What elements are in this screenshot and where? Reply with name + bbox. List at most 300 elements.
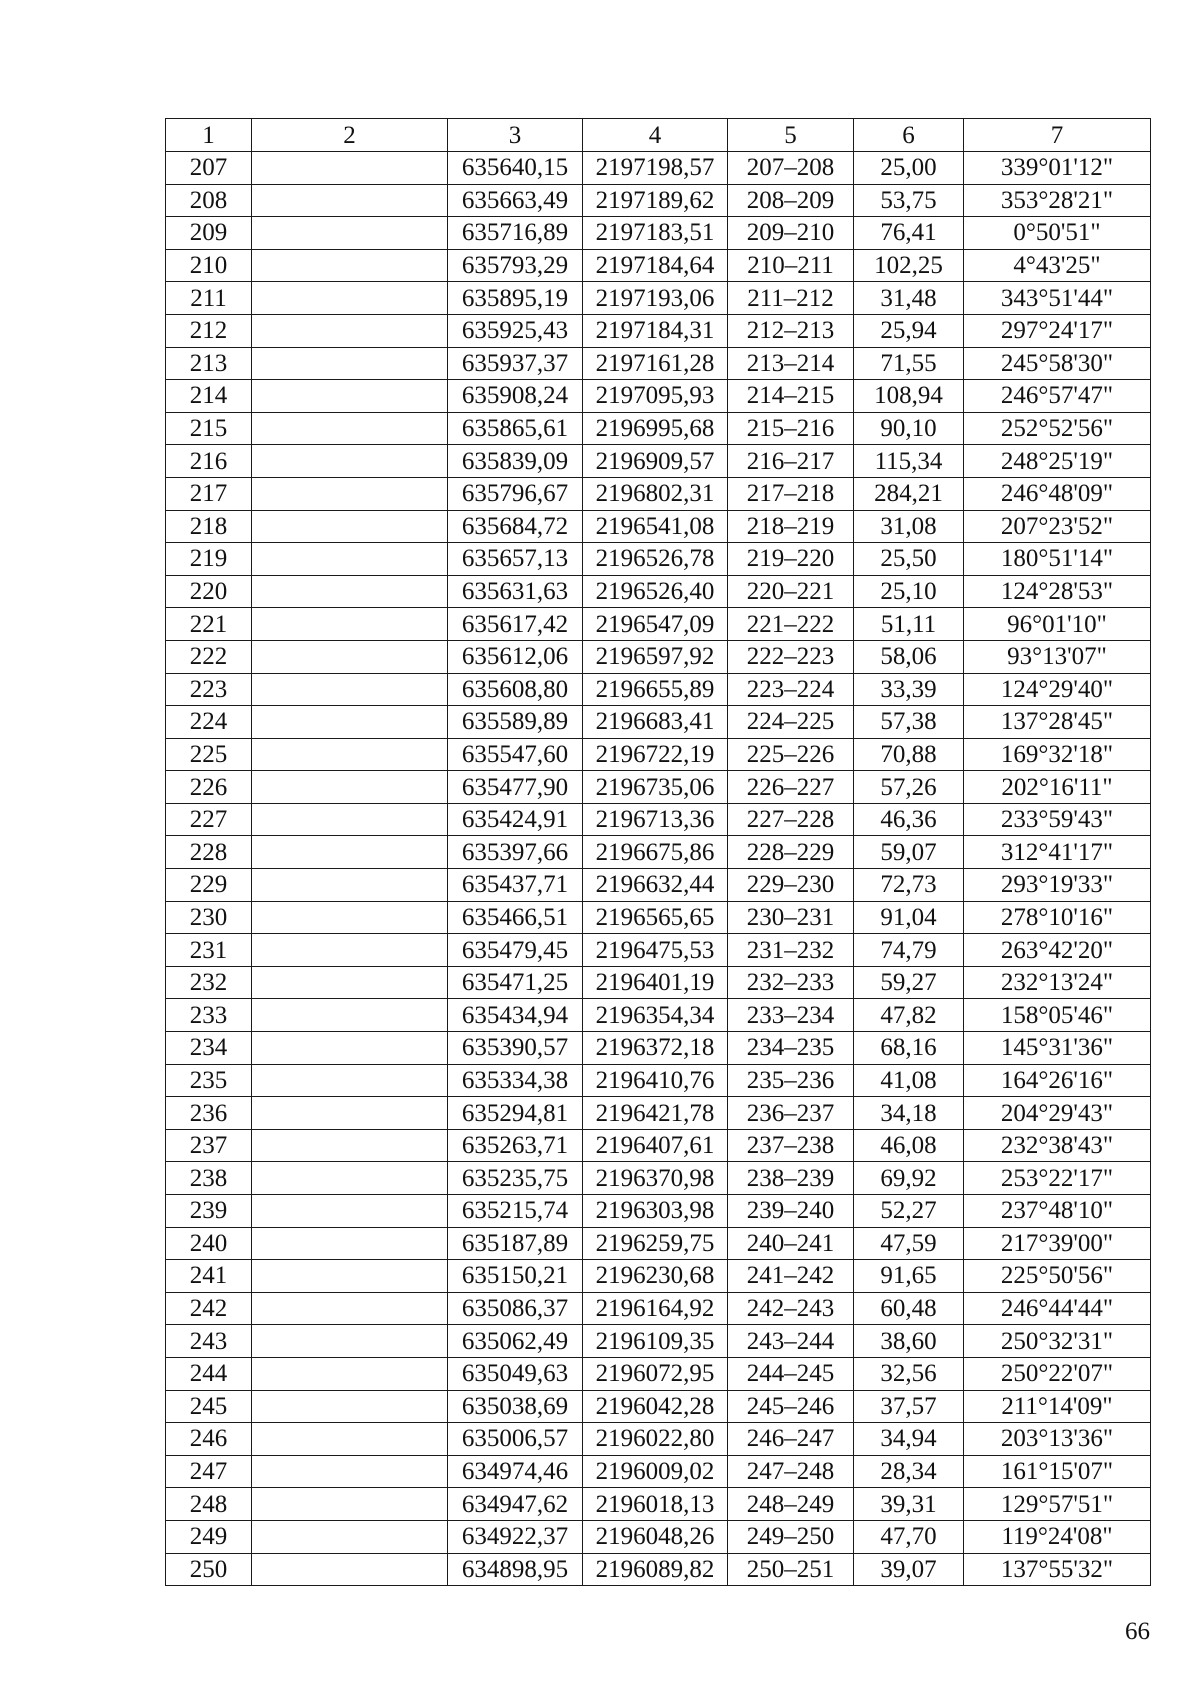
y-coordinate-cell: 2196802,31 — [583, 477, 728, 510]
table-row — [166, 869, 1151, 902]
table-row — [166, 1064, 1151, 1097]
length-cell: 46,36 — [854, 803, 964, 836]
x-coordinate-cell: 635589,89 — [448, 706, 583, 739]
length-cell: 72,73 — [854, 869, 964, 902]
length-cell: 51,11 — [854, 608, 964, 641]
bearing-cell: 164°26'16" — [964, 1064, 1151, 1097]
bearing-cell: 232°13'24" — [964, 966, 1151, 999]
bearing-cell: 237°48'10" — [964, 1195, 1151, 1228]
empty-cell — [252, 673, 448, 706]
x-coordinate-cell: 635062,49 — [448, 1325, 583, 1358]
y-coordinate-cell: 2196722,19 — [583, 738, 728, 771]
point-number-cell: 249 — [166, 1520, 252, 1553]
segment-cell: 218–219 — [728, 510, 854, 543]
segment-cell: 227–228 — [728, 803, 854, 836]
empty-cell — [252, 869, 448, 902]
y-coordinate-cell: 2196475,53 — [583, 934, 728, 967]
empty-cell — [252, 1032, 448, 1065]
y-coordinate-cell: 2196022,80 — [583, 1423, 728, 1456]
point-number-cell: 237 — [166, 1129, 252, 1162]
segment-cell: 232–233 — [728, 966, 854, 999]
y-coordinate-cell: 2196018,13 — [583, 1488, 728, 1521]
column-header: 3 — [448, 119, 583, 152]
column-header: 7 — [964, 119, 1151, 152]
length-cell: 25,10 — [854, 575, 964, 608]
bearing-cell: 278°10'16" — [964, 901, 1151, 934]
point-number-cell: 219 — [166, 543, 252, 576]
x-coordinate-cell: 635471,25 — [448, 966, 583, 999]
length-cell: 57,38 — [854, 706, 964, 739]
point-number-cell: 234 — [166, 1032, 252, 1065]
bearing-cell: 252°52'56" — [964, 412, 1151, 445]
y-coordinate-cell: 2196675,86 — [583, 836, 728, 869]
empty-cell — [252, 1129, 448, 1162]
x-coordinate-cell: 635865,61 — [448, 412, 583, 445]
segment-cell: 230–231 — [728, 901, 854, 934]
table-row — [166, 803, 1151, 836]
x-coordinate-cell: 635640,15 — [448, 152, 583, 185]
segment-cell: 243–244 — [728, 1325, 854, 1358]
y-coordinate-cell: 2197184,64 — [583, 249, 728, 282]
point-number-cell: 224 — [166, 706, 252, 739]
table-row — [166, 1325, 1151, 1358]
bearing-cell: 169°32'18" — [964, 738, 1151, 771]
column-header: 1 — [166, 119, 252, 152]
point-number-cell: 225 — [166, 738, 252, 771]
point-number-cell: 227 — [166, 803, 252, 836]
x-coordinate-cell: 635397,66 — [448, 836, 583, 869]
point-number-cell: 245 — [166, 1390, 252, 1423]
table-row — [166, 314, 1151, 347]
segment-cell: 213–214 — [728, 347, 854, 380]
y-coordinate-cell: 2196042,28 — [583, 1390, 728, 1423]
y-coordinate-cell: 2196909,57 — [583, 445, 728, 478]
length-cell: 71,55 — [854, 347, 964, 380]
point-number-cell: 247 — [166, 1455, 252, 1488]
bearing-cell: 124°29'40" — [964, 673, 1151, 706]
bearing-cell: 343°51'44" — [964, 282, 1151, 315]
empty-cell — [252, 184, 448, 217]
x-coordinate-cell: 635434,94 — [448, 999, 583, 1032]
point-number-cell: 233 — [166, 999, 252, 1032]
x-coordinate-cell: 635657,13 — [448, 543, 583, 576]
bearing-cell: 246°57'47" — [964, 380, 1151, 413]
empty-cell — [252, 1390, 448, 1423]
y-coordinate-cell: 2196072,95 — [583, 1357, 728, 1390]
bearing-cell: 96°01'10" — [964, 608, 1151, 641]
table-row — [166, 999, 1151, 1032]
table-row — [166, 412, 1151, 445]
point-number-cell: 242 — [166, 1292, 252, 1325]
segment-cell: 248–249 — [728, 1488, 854, 1521]
length-cell: 58,06 — [854, 640, 964, 673]
length-cell: 76,41 — [854, 217, 964, 250]
y-coordinate-cell: 2196632,44 — [583, 869, 728, 902]
segment-cell: 234–235 — [728, 1032, 854, 1065]
segment-cell: 242–243 — [728, 1292, 854, 1325]
bearing-cell: 293°19'33" — [964, 869, 1151, 902]
bearing-cell: 0°50'51" — [964, 217, 1151, 250]
bearing-cell: 297°24'17" — [964, 314, 1151, 347]
empty-cell — [252, 999, 448, 1032]
coordinates-table — [165, 118, 1151, 1586]
point-number-cell: 218 — [166, 510, 252, 543]
bearing-cell: 225°50'56" — [964, 1260, 1151, 1293]
segment-cell: 222–223 — [728, 640, 854, 673]
bearing-cell: 124°28'53" — [964, 575, 1151, 608]
bearing-cell: 233°59'43" — [964, 803, 1151, 836]
x-coordinate-cell: 635086,37 — [448, 1292, 583, 1325]
segment-cell: 229–230 — [728, 869, 854, 902]
x-coordinate-cell: 635617,42 — [448, 608, 583, 641]
length-cell: 69,92 — [854, 1162, 964, 1195]
x-coordinate-cell: 635235,75 — [448, 1162, 583, 1195]
empty-cell — [252, 445, 448, 478]
length-cell: 41,08 — [854, 1064, 964, 1097]
bearing-cell: 353°28'21" — [964, 184, 1151, 217]
column-header: 4 — [583, 119, 728, 152]
table-row — [166, 184, 1151, 217]
x-coordinate-cell: 635294,81 — [448, 1097, 583, 1130]
point-number-cell: 221 — [166, 608, 252, 641]
table-row — [166, 706, 1151, 739]
point-number-cell: 211 — [166, 282, 252, 315]
bearing-cell: 137°55'32" — [964, 1553, 1151, 1586]
table-row — [166, 1195, 1151, 1228]
empty-cell — [252, 1292, 448, 1325]
segment-cell: 223–224 — [728, 673, 854, 706]
x-coordinate-cell: 635215,74 — [448, 1195, 583, 1228]
length-cell: 34,18 — [854, 1097, 964, 1130]
empty-cell — [252, 1195, 448, 1228]
length-cell: 25,00 — [854, 152, 964, 185]
empty-cell — [252, 901, 448, 934]
length-cell: 115,34 — [854, 445, 964, 478]
empty-cell — [252, 640, 448, 673]
y-coordinate-cell: 2197095,93 — [583, 380, 728, 413]
table-row — [166, 543, 1151, 576]
y-coordinate-cell: 2196713,36 — [583, 803, 728, 836]
table-row — [166, 1455, 1151, 1488]
bearing-cell: 158°05'46" — [964, 999, 1151, 1032]
y-coordinate-cell: 2197193,06 — [583, 282, 728, 315]
y-coordinate-cell: 2196655,89 — [583, 673, 728, 706]
x-coordinate-cell: 635631,63 — [448, 575, 583, 608]
table-row — [166, 445, 1151, 478]
empty-cell — [252, 1227, 448, 1260]
bearing-cell: 245°58'30" — [964, 347, 1151, 380]
column-header: 2 — [252, 119, 448, 152]
x-coordinate-cell: 635547,60 — [448, 738, 583, 771]
point-number-cell: 213 — [166, 347, 252, 380]
empty-cell — [252, 249, 448, 282]
point-number-cell: 214 — [166, 380, 252, 413]
length-cell: 39,07 — [854, 1553, 964, 1586]
table-header — [166, 119, 1151, 152]
table-row — [166, 380, 1151, 413]
table-row — [166, 282, 1151, 315]
segment-cell: 211–212 — [728, 282, 854, 315]
x-coordinate-cell: 635663,49 — [448, 184, 583, 217]
bearing-cell: 246°44'44" — [964, 1292, 1151, 1325]
x-coordinate-cell: 635187,89 — [448, 1227, 583, 1260]
length-cell: 39,31 — [854, 1488, 964, 1521]
segment-cell: 224–225 — [728, 706, 854, 739]
empty-cell — [252, 1162, 448, 1195]
point-number-cell: 215 — [166, 412, 252, 445]
y-coordinate-cell: 2196401,19 — [583, 966, 728, 999]
y-coordinate-cell: 2196048,26 — [583, 1520, 728, 1553]
length-cell: 59,07 — [854, 836, 964, 869]
point-number-cell: 209 — [166, 217, 252, 250]
table-row — [166, 901, 1151, 934]
header-row — [166, 119, 1151, 152]
x-coordinate-cell: 635424,91 — [448, 803, 583, 836]
point-number-cell: 223 — [166, 673, 252, 706]
bearing-cell: 232°38'43" — [964, 1129, 1151, 1162]
empty-cell — [252, 934, 448, 967]
empty-cell — [252, 771, 448, 804]
segment-cell: 231–232 — [728, 934, 854, 967]
table-row — [166, 1292, 1151, 1325]
x-coordinate-cell: 635390,57 — [448, 1032, 583, 1065]
y-coordinate-cell: 2196259,75 — [583, 1227, 728, 1260]
segment-cell: 225–226 — [728, 738, 854, 771]
table-row — [166, 934, 1151, 967]
empty-cell — [252, 477, 448, 510]
table-row — [166, 1520, 1151, 1553]
bearing-cell: 137°28'45" — [964, 706, 1151, 739]
x-coordinate-cell: 635684,72 — [448, 510, 583, 543]
empty-cell — [252, 1553, 448, 1586]
segment-cell: 241–242 — [728, 1260, 854, 1293]
y-coordinate-cell: 2196995,68 — [583, 412, 728, 445]
segment-cell: 216–217 — [728, 445, 854, 478]
length-cell: 91,65 — [854, 1260, 964, 1293]
segment-cell: 238–239 — [728, 1162, 854, 1195]
empty-cell — [252, 1488, 448, 1521]
point-number-cell: 208 — [166, 184, 252, 217]
y-coordinate-cell: 2196526,78 — [583, 543, 728, 576]
length-cell: 34,94 — [854, 1423, 964, 1456]
segment-cell: 233–234 — [728, 999, 854, 1032]
length-cell: 74,79 — [854, 934, 964, 967]
empty-cell — [252, 152, 448, 185]
bearing-cell: 93°13'07" — [964, 640, 1151, 673]
empty-cell — [252, 543, 448, 576]
length-cell: 31,08 — [854, 510, 964, 543]
length-cell: 59,27 — [854, 966, 964, 999]
point-number-cell: 240 — [166, 1227, 252, 1260]
empty-cell — [252, 575, 448, 608]
bearing-cell: 129°57'51" — [964, 1488, 1151, 1521]
table-row — [166, 1097, 1151, 1130]
length-cell: 38,60 — [854, 1325, 964, 1358]
point-number-cell: 210 — [166, 249, 252, 282]
segment-cell: 226–227 — [728, 771, 854, 804]
x-coordinate-cell: 635839,09 — [448, 445, 583, 478]
table-row — [166, 1032, 1151, 1065]
point-number-cell: 243 — [166, 1325, 252, 1358]
y-coordinate-cell: 2196597,92 — [583, 640, 728, 673]
y-coordinate-cell: 2196303,98 — [583, 1195, 728, 1228]
y-coordinate-cell: 2197184,31 — [583, 314, 728, 347]
empty-cell — [252, 803, 448, 836]
empty-cell — [252, 412, 448, 445]
segment-cell: 250–251 — [728, 1553, 854, 1586]
y-coordinate-cell: 2196354,34 — [583, 999, 728, 1032]
point-number-cell: 220 — [166, 575, 252, 608]
table-row — [166, 738, 1151, 771]
x-coordinate-cell: 635150,21 — [448, 1260, 583, 1293]
segment-cell: 215–216 — [728, 412, 854, 445]
table-body — [166, 152, 1151, 1586]
length-cell: 68,16 — [854, 1032, 964, 1065]
empty-cell — [252, 347, 448, 380]
empty-cell — [252, 380, 448, 413]
y-coordinate-cell: 2196421,78 — [583, 1097, 728, 1130]
x-coordinate-cell: 635479,45 — [448, 934, 583, 967]
empty-cell — [252, 706, 448, 739]
y-coordinate-cell: 2196526,40 — [583, 575, 728, 608]
segment-cell: 246–247 — [728, 1423, 854, 1456]
x-coordinate-cell: 635006,57 — [448, 1423, 583, 1456]
x-coordinate-cell: 634898,95 — [448, 1553, 583, 1586]
table-row — [166, 575, 1151, 608]
bearing-cell: 250°22'07" — [964, 1357, 1151, 1390]
empty-cell — [252, 836, 448, 869]
length-cell: 52,27 — [854, 1195, 964, 1228]
bearing-cell: 202°16'11" — [964, 771, 1151, 804]
empty-cell — [252, 966, 448, 999]
length-cell: 108,94 — [854, 380, 964, 413]
segment-cell: 235–236 — [728, 1064, 854, 1097]
bearing-cell: 248°25'19" — [964, 445, 1151, 478]
x-coordinate-cell: 635334,38 — [448, 1064, 583, 1097]
point-number-cell: 236 — [166, 1097, 252, 1130]
segment-cell: 247–248 — [728, 1455, 854, 1488]
length-cell: 37,57 — [854, 1390, 964, 1423]
length-cell: 25,50 — [854, 543, 964, 576]
x-coordinate-cell: 635793,29 — [448, 249, 583, 282]
page-number: 66 — [1125, 1618, 1150, 1645]
point-number-cell: 238 — [166, 1162, 252, 1195]
length-cell: 60,48 — [854, 1292, 964, 1325]
point-number-cell: 228 — [166, 836, 252, 869]
y-coordinate-cell: 2196370,98 — [583, 1162, 728, 1195]
x-coordinate-cell: 634974,46 — [448, 1455, 583, 1488]
x-coordinate-cell: 635895,19 — [448, 282, 583, 315]
length-cell: 33,39 — [854, 673, 964, 706]
point-number-cell: 212 — [166, 314, 252, 347]
bearing-cell: 246°48'09" — [964, 477, 1151, 510]
bearing-cell: 339°01'12" — [964, 152, 1151, 185]
segment-cell: 210–211 — [728, 249, 854, 282]
y-coordinate-cell: 2196407,61 — [583, 1129, 728, 1162]
table-row — [166, 152, 1151, 185]
x-coordinate-cell: 635796,67 — [448, 477, 583, 510]
x-coordinate-cell: 635049,63 — [448, 1357, 583, 1390]
table-row — [166, 1162, 1151, 1195]
x-coordinate-cell: 635925,43 — [448, 314, 583, 347]
bearing-cell: 217°39'00" — [964, 1227, 1151, 1260]
length-cell: 32,56 — [854, 1357, 964, 1390]
segment-cell: 208–209 — [728, 184, 854, 217]
empty-cell — [252, 1357, 448, 1390]
y-coordinate-cell: 2196541,08 — [583, 510, 728, 543]
bearing-cell: 250°32'31" — [964, 1325, 1151, 1358]
column-header: 5 — [728, 119, 854, 152]
point-number-cell: 222 — [166, 640, 252, 673]
length-cell: 90,10 — [854, 412, 964, 445]
empty-cell — [252, 282, 448, 315]
point-number-cell: 248 — [166, 1488, 252, 1521]
length-cell: 284,21 — [854, 477, 964, 510]
point-number-cell: 216 — [166, 445, 252, 478]
y-coordinate-cell: 2196164,92 — [583, 1292, 728, 1325]
table-row — [166, 217, 1151, 250]
empty-cell — [252, 1423, 448, 1456]
bearing-cell: 119°24'08" — [964, 1520, 1151, 1553]
x-coordinate-cell: 635612,06 — [448, 640, 583, 673]
segment-cell: 221–222 — [728, 608, 854, 641]
column-header: 6 — [854, 119, 964, 152]
x-coordinate-cell: 635937,37 — [448, 347, 583, 380]
bearing-cell: 161°15'07" — [964, 1455, 1151, 1488]
point-number-cell: 232 — [166, 966, 252, 999]
table-row — [166, 1227, 1151, 1260]
empty-cell — [252, 1064, 448, 1097]
length-cell: 70,88 — [854, 738, 964, 771]
y-coordinate-cell: 2196089,82 — [583, 1553, 728, 1586]
point-number-cell: 250 — [166, 1553, 252, 1586]
x-coordinate-cell: 634947,62 — [448, 1488, 583, 1521]
segment-cell: 240–241 — [728, 1227, 854, 1260]
y-coordinate-cell: 2196009,02 — [583, 1455, 728, 1488]
y-coordinate-cell: 2196372,18 — [583, 1032, 728, 1065]
point-number-cell: 235 — [166, 1064, 252, 1097]
table-row — [166, 836, 1151, 869]
bearing-cell: 253°22'17" — [964, 1162, 1151, 1195]
y-coordinate-cell: 2197189,62 — [583, 184, 728, 217]
y-coordinate-cell: 2196565,65 — [583, 901, 728, 934]
segment-cell: 212–213 — [728, 314, 854, 347]
point-number-cell: 229 — [166, 869, 252, 902]
table-row — [166, 966, 1151, 999]
table-row — [166, 640, 1151, 673]
y-coordinate-cell: 2196547,09 — [583, 608, 728, 641]
length-cell: 47,82 — [854, 999, 964, 1032]
table-row — [166, 673, 1151, 706]
point-number-cell: 217 — [166, 477, 252, 510]
segment-cell: 236–237 — [728, 1097, 854, 1130]
x-coordinate-cell: 635477,90 — [448, 771, 583, 804]
bearing-cell: 211°14'09" — [964, 1390, 1151, 1423]
segment-cell: 249–250 — [728, 1520, 854, 1553]
point-number-cell: 241 — [166, 1260, 252, 1293]
table-row — [166, 1488, 1151, 1521]
table-row — [166, 1357, 1151, 1390]
table-row — [166, 608, 1151, 641]
y-coordinate-cell: 2196683,41 — [583, 706, 728, 739]
table-row — [166, 1129, 1151, 1162]
segment-cell: 239–240 — [728, 1195, 854, 1228]
y-coordinate-cell: 2197198,57 — [583, 152, 728, 185]
length-cell: 57,26 — [854, 771, 964, 804]
empty-cell — [252, 738, 448, 771]
point-number-cell: 226 — [166, 771, 252, 804]
empty-cell — [252, 1325, 448, 1358]
